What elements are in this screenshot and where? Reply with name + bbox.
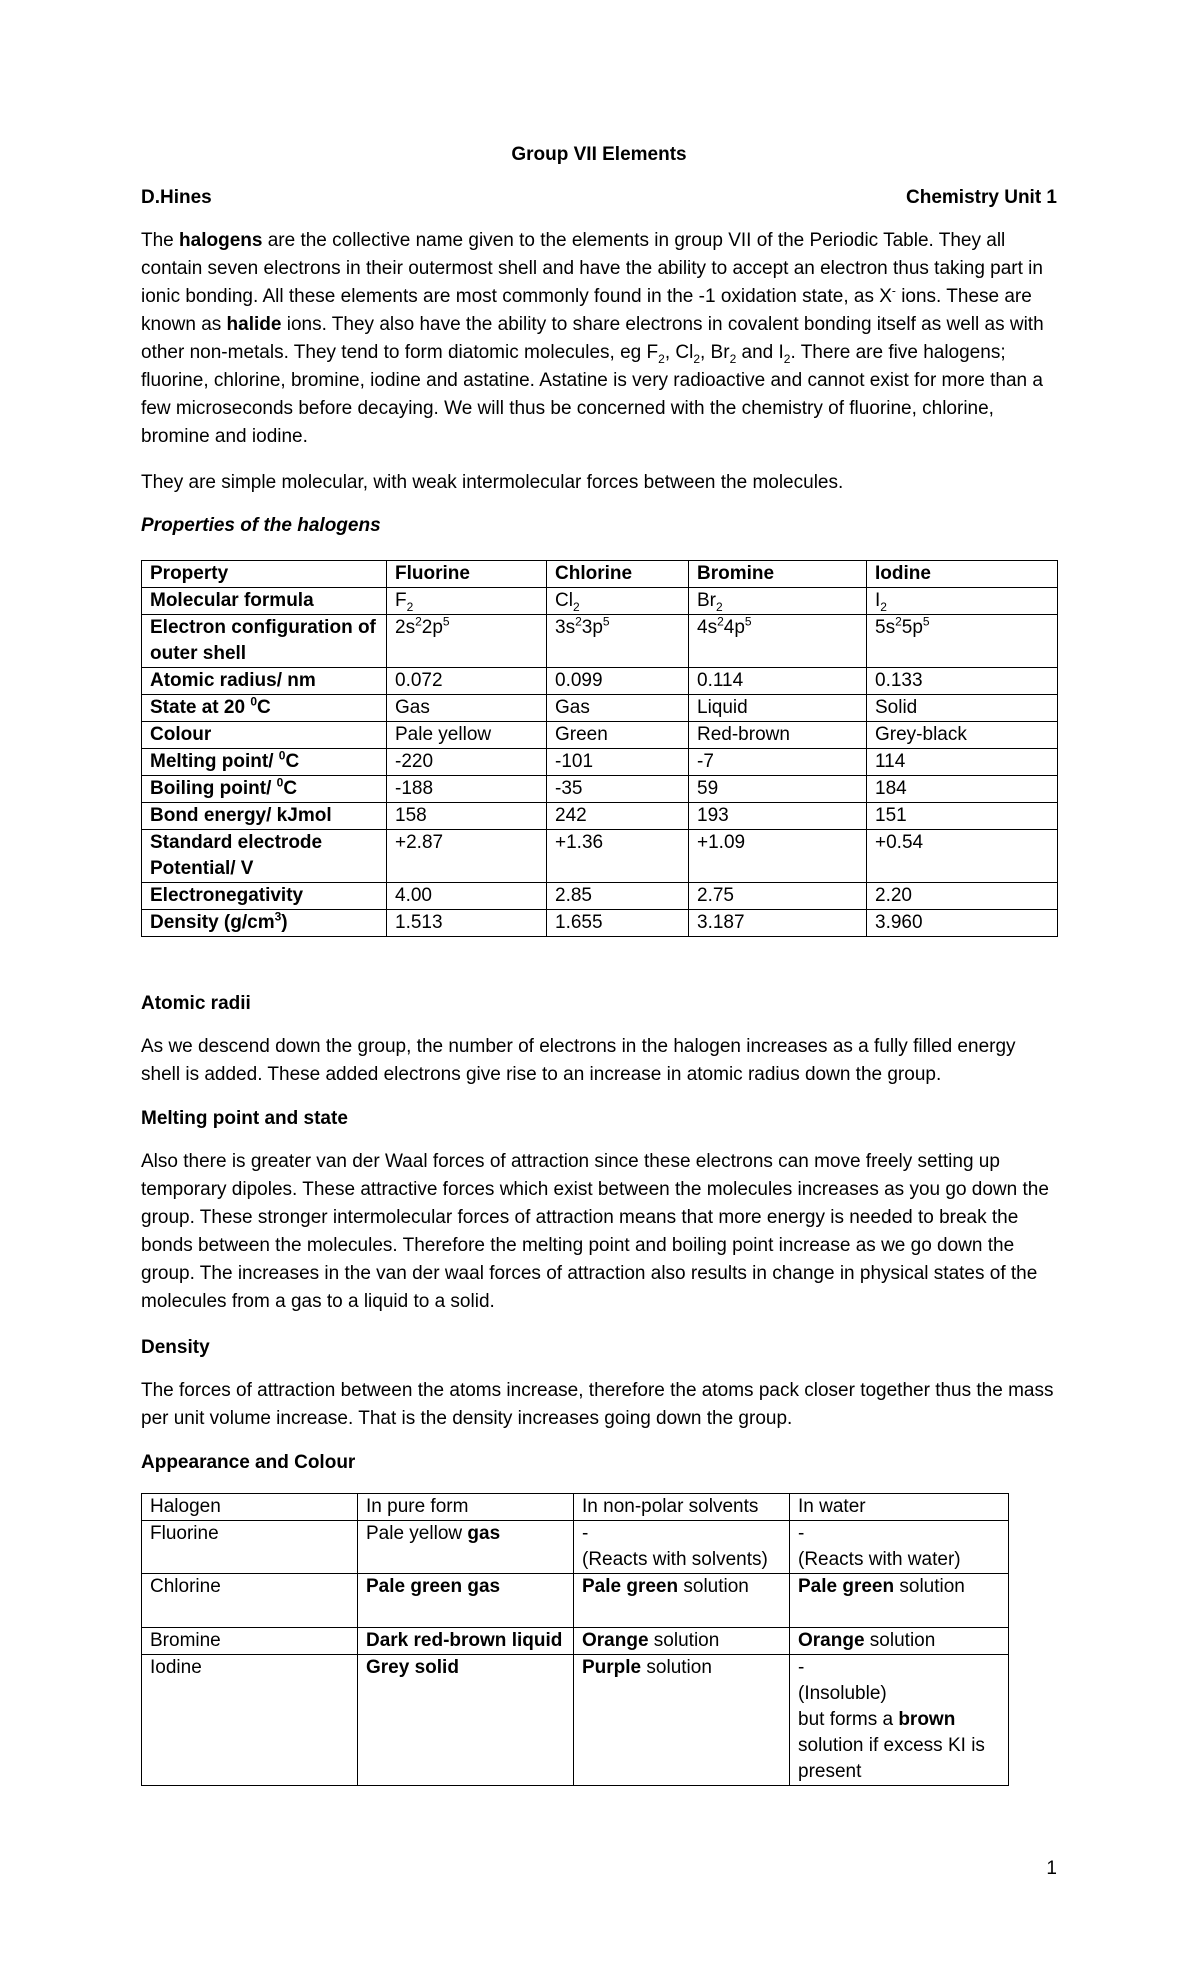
table-row <box>142 1574 1009 1628</box>
table-cell: - (Reacts with water) <box>790 1521 1009 1574</box>
table-row <box>142 1655 1009 1786</box>
table-cell: +1.36 <box>547 830 689 883</box>
table-cell: Liquid <box>689 695 867 722</box>
table-cell: 151 <box>867 803 1058 830</box>
table-cell: Chlorine <box>142 1574 358 1628</box>
table-header-cell: Halogen <box>142 1494 358 1521</box>
course-name: Chemistry Unit 1 <box>906 187 1057 208</box>
row-label: Melting point/ $^0$C <box>142 749 387 776</box>
table-row <box>142 722 1058 749</box>
table-cell: $Br_2$ <box>689 588 867 615</box>
row-label: Density $(g/cm^3)$ <box>142 910 387 937</box>
table-cell: Grey-black <box>867 722 1058 749</box>
table-cell: 3.187 <box>689 910 867 937</box>
table-cell: Grey solid <box>358 1655 574 1786</box>
table-cell: - (Reacts with solvents) <box>574 1521 790 1574</box>
table-header-cell: In non-polar solvents <box>574 1494 790 1521</box>
melting-point-heading: Melting point and state <box>141 1108 348 1129</box>
table-cell: +2.87 <box>387 830 547 883</box>
table-row <box>142 695 1058 722</box>
table-header-cell: In water <box>790 1494 1009 1521</box>
table-row <box>142 588 1058 615</box>
table-header-cell: Fluorine <box>387 561 547 588</box>
table-row <box>142 1628 1009 1655</box>
table-cell: Orange solution <box>790 1628 1009 1655</box>
appearance-table <box>141 1493 1009 1786</box>
table-row <box>142 883 1058 910</box>
table-cell: Iodine <box>142 1655 358 1786</box>
table-header-cell: Bromine <box>689 561 867 588</box>
table-cell: 114 <box>867 749 1058 776</box>
page-title: Group VII Elements <box>511 144 687 165</box>
table-cell: 2.20 <box>867 883 1058 910</box>
table-cell: $3s^23p^5$ <box>547 615 689 668</box>
author-name: D.Hines <box>141 187 212 208</box>
table-cell: -35 <box>547 776 689 803</box>
row-label: Bond energy/ kJmol <box>142 803 387 830</box>
table-cell: Solid <box>867 695 1058 722</box>
table-cell: $4s^24p^5$ <box>689 615 867 668</box>
table-cell: 59 <box>689 776 867 803</box>
table-cell: Pale green solution <box>790 1574 1009 1628</box>
table-cell: Purple solution <box>574 1655 790 1786</box>
table-cell: 0.072 <box>387 668 547 695</box>
table-cell: 193 <box>689 803 867 830</box>
table-cell: Pale green gas <box>358 1574 574 1628</box>
table-cell: 242 <box>547 803 689 830</box>
table-cell: Gas <box>547 695 689 722</box>
table-row <box>142 776 1058 803</box>
table-header-cell: Property <box>142 561 387 588</box>
table-cell: $5s^25p^5$ <box>867 615 1058 668</box>
table-cell: 1.655 <box>547 910 689 937</box>
row-label: Boiling point/ $^0$C <box>142 776 387 803</box>
table-cell: Red-brown <box>689 722 867 749</box>
table-cell: Fluorine <box>142 1521 358 1574</box>
row-label: Electronegativity <box>142 883 387 910</box>
table-cell: Orange solution <box>574 1628 790 1655</box>
table-cell: - (Insoluble) but forms a brown solution if excess KI is present <box>790 1655 1009 1786</box>
table-row <box>142 1521 1009 1574</box>
page-number: 1 <box>1046 1858 1057 1879</box>
table-header-row <box>142 1494 1009 1521</box>
table-cell: -101 <box>547 749 689 776</box>
row-label: Colour <box>142 722 387 749</box>
row-label: Standard electrode Potential/ V <box>142 830 387 883</box>
density-heading: Density <box>141 1337 210 1358</box>
table-cell: 2.75 <box>689 883 867 910</box>
table-cell: 4.00 <box>387 883 547 910</box>
table-row <box>142 830 1058 883</box>
properties-table <box>141 560 1058 937</box>
table-cell: -7 <box>689 749 867 776</box>
table-cell: +0.54 <box>867 830 1058 883</box>
table-header-cell: Iodine <box>867 561 1058 588</box>
appearance-heading: Appearance and Colour <box>141 1452 356 1473</box>
table-row <box>142 749 1058 776</box>
simple-molecular-text: They are simple molecular, with weak intermolecular forces between the molecules. <box>141 472 844 493</box>
table-cell: $I_2$ <box>867 588 1058 615</box>
row-label: Molecular formula <box>142 588 387 615</box>
table-row <box>142 668 1058 695</box>
table-row <box>142 803 1058 830</box>
density-text: The forces of attraction between the atoms increase, therefore the atoms pack closer together thus the mass per unit volume increase. That is the density increases going down the group. <box>141 1380 1054 1429</box>
melting-point-text: Also there is greater van der Waal forces of attraction since these electrons can move freely setting up temporary dipoles. These attractive forces which exist between the molecules increases as you go down the group. These stronger intermolecular forces of attraction means that more energy is needed to break the bonds between the molecules. Therefore the melting point and boiling point increase as we go down the group. The increases in the van der waal forces of attraction also results in change in physical states of the molecules from a gas to a liquid to a solid. <box>141 1151 1049 1312</box>
table-cell: $Cl_2$ <box>547 588 689 615</box>
row-label: State at 20 $^0$C <box>142 695 387 722</box>
table-cell: 3.960 <box>867 910 1058 937</box>
table-cell: Gas <box>387 695 547 722</box>
table-cell: -188 <box>387 776 547 803</box>
table-cell: Pale yellow gas <box>358 1521 574 1574</box>
table-cell: 2.85 <box>547 883 689 910</box>
table-cell: Green <box>547 722 689 749</box>
table-cell: Pale yellow <box>387 722 547 749</box>
atomic-radii-heading: Atomic radii <box>141 993 251 1014</box>
table-cell: Dark red-brown liquid <box>358 1628 574 1655</box>
atomic-radii-text: As we descend down the group, the number of electrons in the halogen increases as a fully filled energy shell is added. These added electrons give rise to an increase in atomic radius down the group. <box>141 1036 1016 1085</box>
row-label: Electron configuration of outer shell <box>142 615 387 668</box>
table-cell: 184 <box>867 776 1058 803</box>
table-header-cell: In pure form <box>358 1494 574 1521</box>
table-cell: 1.513 <box>387 910 547 937</box>
table-cell: -220 <box>387 749 547 776</box>
table-row <box>142 910 1058 937</box>
intro-paragraph: The halogens are the collective name given to the elements in group VII of the Periodic Table. They all contain seven electrons in their outermost shell and have the ability to accept an electron thus taking part in ionic bonding. All these elements are most commonly found in the -1 oxidation state, as X- ions. These are known as halide ions. They also have the ability to share electrons in covalent bonding itself as well as with other non-metals. They tend to form diatomic molecules, eg $F_2$, $Cl_2$, $Br_2$ and $I_2$. There are five halogens; fluorine, chlorine, bromine, iodine and astatine. Astatine is very radioactive and cannot exist for more than a few microseconds before decaying. We will thus be concerned with the chemistry of fluorine, chlorine, bromine and iodine. <box>141 230 1044 447</box>
table-header-cell: Chlorine <box>547 561 689 588</box>
table-cell: 158 <box>387 803 547 830</box>
table-cell: +1.09 <box>689 830 867 883</box>
properties-heading: Properties of the halogens <box>141 515 381 536</box>
table-cell: 0.114 <box>689 668 867 695</box>
table-cell: Bromine <box>142 1628 358 1655</box>
table-cell: 0.099 <box>547 668 689 695</box>
row-label: Atomic radius/ nm <box>142 668 387 695</box>
table-cell: $2s^22p^5$ <box>387 615 547 668</box>
table-header-row <box>142 561 1058 588</box>
table-cell: Pale green solution <box>574 1574 790 1628</box>
table-cell: 0.133 <box>867 668 1058 695</box>
table-row <box>142 615 1058 668</box>
table-cell: $F_2$ <box>387 588 547 615</box>
